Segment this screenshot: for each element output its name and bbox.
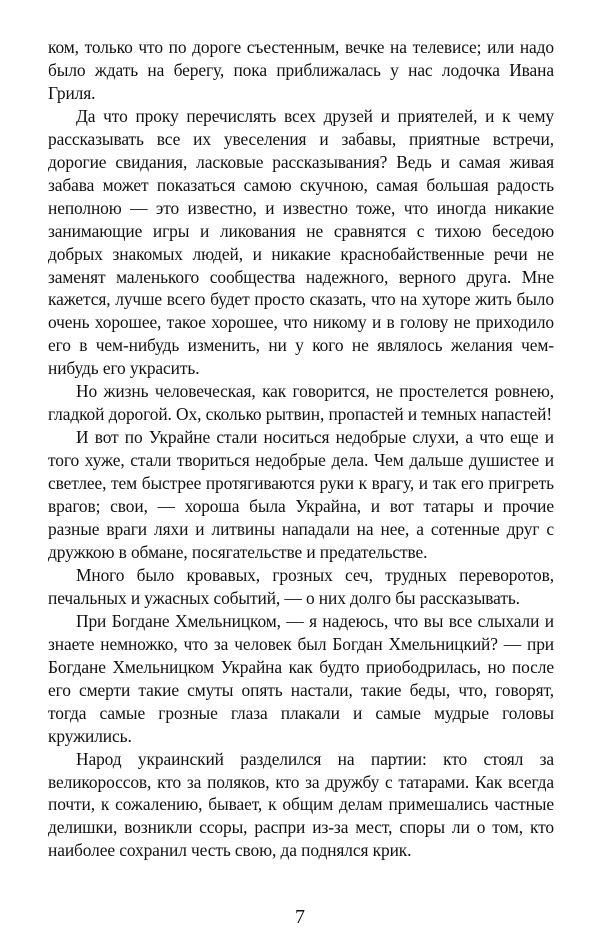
paragraph: Народ украинский разделился на партии: кто стоял за великороссов, кто за поляков, кто за дружбу с татарами. Как всегда почти, к сожалению, бывает, к общим делам примешались частные делишки, возникли ссоры, распри из-за мест, споры ли о том, кто наиболее сохранил честь свою, да поднялся крик. <box>48 748 554 861</box>
paragraph: Но жизнь человеческая, как говорится, не простелется ровнею, гладкой дорогой. Ох, сколько рытвин, пропастей и темных напастей! <box>48 381 554 425</box>
paragraph: И вот по Украйне стали носиться недобрые слухи, а что еще и того хуже, стали твориться недобрые дела. Чем дальше душистее и светлее, тем быстрее протягиваются руки к врагу, и так его пригреть врагов; свои, — хороша была Украйна, и вот татары и прочие разные враги ляхи и литвины нападали на нее, а сотенные друг с дружкою в обмане, посягательстве и предательстве. <box>48 427 554 562</box>
paragraph: Много было кровавых, грозных сеч, трудных переворотов, печальных и ужасных событий, — о них долго бы рассказывать. <box>48 564 554 608</box>
page-number: 7 <box>295 906 305 928</box>
paragraph: ком, только что по дороге съестенным, вечке на телевисе; или надо было ждать на берегу, пока приближалась у нас лодочка Ивана Гриля. <box>48 37 554 103</box>
paragraph: При Богдане Хмельницком, — я надеюсь, что вы все слыхали и знаете немножко, что за человек был Богдан Хмельницкий? — при Богдане Хмельницком Украйна как будто приободрилась, но после его смерти такие смуты опять настали, такие беды, что, говорят, тогда самые грозные глаза плакали и самые мудрые головы кружились. <box>48 610 554 746</box>
page-text <box>48 36 554 896</box>
paragraph: Да что проку перечислять всех друзей и приятелей, и к чему рассказывать все их увеселения и забавы, приятные встречи, дорогие свидания, ласковые рассказывания? Ведь и самая живая забава может показаться самою скучною, самая большая радость неполною — это известно, и известно тоже, что иногда никакие занимающие игры и ликования не сравнятся с тихою беседою добрых знакомых людей, и никакие краснобайственные речи не заменят маленького сообщества надежного, верного друга. Мне кажется, лучше всего будет просто сказать, что на хуторе жить было очень хорошее, такое хорошее, что никому и в голову не приходило его в чем-нибудь изменить, ни у кого не являлось желания чем-нибудь его украсить. <box>48 105 554 379</box>
